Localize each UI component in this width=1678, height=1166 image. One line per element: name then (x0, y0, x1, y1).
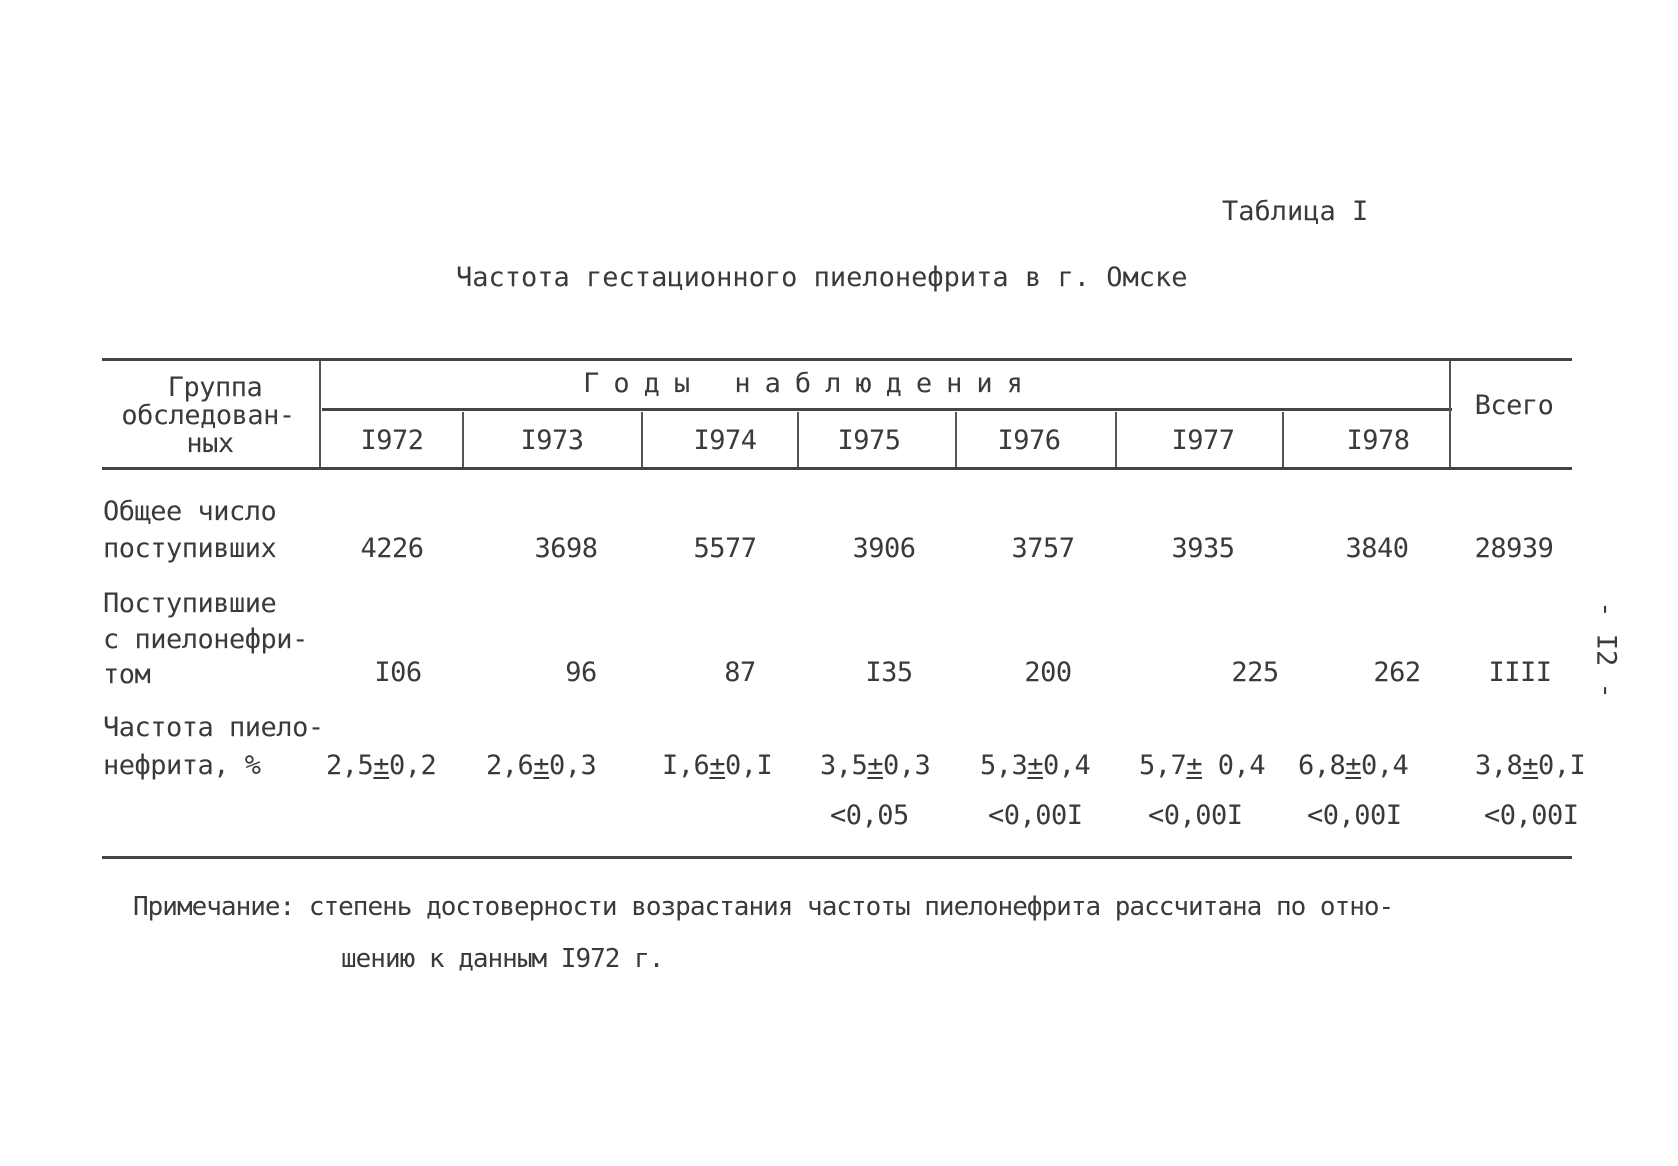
row1-value-1974: 5577 (693, 533, 757, 564)
pvalue-1978: <0,00I (1307, 800, 1402, 831)
note-line2: шению к данным I972 г. (341, 944, 664, 974)
pvalue-1975: <0,05 (830, 800, 909, 831)
pvalue-1976: <0,00I (988, 800, 1083, 831)
header-year-1976: I976 (997, 425, 1061, 456)
pvalue-1977: <0,00I (1148, 800, 1243, 831)
row3-value-1974: I,6±0,I (662, 750, 773, 781)
pvalue-total: <0,00I (1484, 800, 1579, 831)
note-line1: Примечание: степень достоверности возрастания частоты пиелонефрита рассчитана по отно- (133, 892, 1394, 922)
top-rule (102, 358, 1572, 361)
row2-value-1974: 87 (724, 657, 756, 688)
row3-value-1976: 5,3±0,4 (980, 750, 1091, 781)
row2-label-line3: том (103, 659, 151, 690)
row2-value-1972: I06 (374, 657, 422, 688)
row3-label-line1: Частота пиело- (103, 712, 324, 743)
row2-label-line2: с пиелонефри- (103, 624, 308, 655)
header-bottom-rule (102, 467, 1572, 470)
row2-value-1976: 200 (1024, 657, 1072, 688)
row1-value-1976: 3757 (1011, 533, 1075, 564)
col-separator (641, 412, 643, 467)
bottom-rule (102, 856, 1572, 859)
col-separator (1282, 412, 1284, 467)
row1-label-line1: Общее число (103, 496, 277, 527)
header-group-line1: Группа (167, 372, 263, 403)
row2-value-1973: 96 (565, 657, 597, 688)
row3-value-1977: 5,7± 0,4 (1139, 750, 1266, 781)
row3-total: 3,8±0,I (1475, 750, 1586, 781)
col-separator (319, 361, 321, 467)
row3-label-line2: нефрита, % (103, 750, 261, 781)
header-year-1973: I973 (520, 425, 584, 456)
row3-value-1973: 2,6±0,3 (486, 750, 597, 781)
page-number: - I2 - (1590, 601, 1622, 699)
row2-value-1977: 225 (1231, 657, 1279, 688)
header-group-line2: обследован- (121, 400, 295, 431)
row1-value-1977: 3935 (1171, 533, 1235, 564)
header-year-1975: I975 (837, 425, 901, 456)
table-title: Частота гестационного пиелонефрита в г. Омске (456, 262, 1188, 293)
header-total: Всего (1474, 390, 1554, 421)
row2-value-1975: I35 (865, 657, 913, 688)
header-year-1972: I972 (360, 425, 424, 456)
header-group-line3: ных (186, 428, 234, 459)
row2-label-line1: Поступившие (103, 588, 277, 619)
row1-value-1972: 4226 (360, 533, 424, 564)
col-separator (462, 412, 464, 467)
row1-label-line2: поступивших (103, 533, 277, 564)
row2-total: IIII (1488, 657, 1552, 688)
header-year-1977: I977 (1171, 425, 1235, 456)
header-year-1978: I978 (1346, 425, 1410, 456)
col-separator (955, 412, 957, 467)
col-separator (797, 412, 799, 467)
row3-value-1975: 3,5±0,3 (820, 750, 931, 781)
header-year-1974: I974 (693, 425, 757, 456)
years-subheader-rule (322, 408, 1452, 411)
row3-value-1978: 6,8±0,4 (1298, 750, 1409, 781)
table-caption: Таблица I (1222, 196, 1369, 227)
row2-value-1978: 262 (1373, 657, 1421, 688)
row1-value-1978: 3840 (1345, 533, 1409, 564)
header-years-title: Годы наблюдения (583, 368, 1037, 399)
col-separator (1115, 412, 1117, 467)
row3-value-1972: 2,5±0,2 (326, 750, 437, 781)
row1-value-1975: 3906 (852, 533, 916, 564)
row1-value-1973: 3698 (534, 533, 598, 564)
col-separator (1449, 361, 1451, 467)
row1-total: 28939 (1474, 533, 1554, 564)
